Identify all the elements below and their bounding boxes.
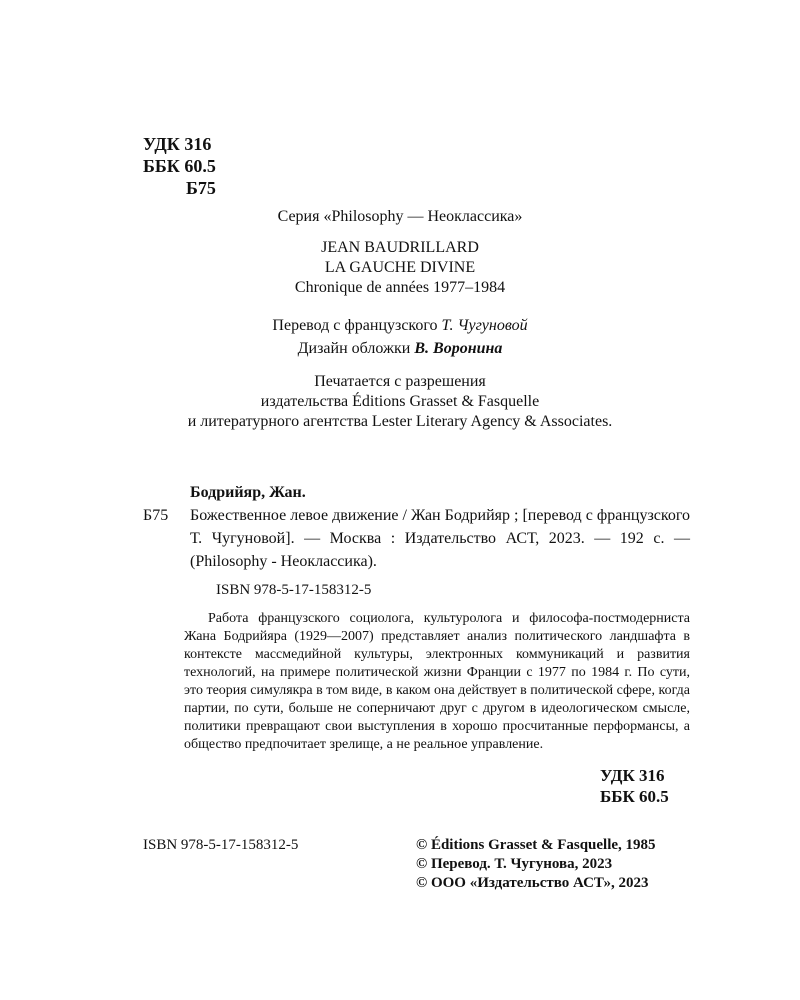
designer-name: В. Воронина — [414, 340, 503, 357]
translator-name: Т. Чугуновой — [441, 317, 528, 334]
design-prefix: Дизайн обложки — [297, 340, 411, 357]
bibliographic-record — [143, 481, 690, 602]
biblio-isbn: ISBN 978-5-17-158312-5 — [216, 582, 372, 598]
udk-code: УДК 316 — [143, 134, 212, 154]
biblio-author: Бодрийяр, Жан. — [190, 484, 306, 501]
rights-line-1: Печатается с разрешения — [314, 373, 486, 390]
rights-notice — [0, 372, 800, 432]
copyright-line-2: © Перевод. Т. Чугунова, 2023 — [416, 856, 613, 872]
series-title: Серия «Philosophy — Неоклассика» — [277, 208, 523, 225]
copyright-line-3: © ООО «Издательство АСТ», 2023 — [416, 875, 649, 891]
original-subtitle: Chronique de années 1977–1984 — [294, 279, 506, 296]
original-author: JEAN BAUDRILLARD — [321, 239, 479, 256]
bbk-code: ББК 60.5 — [143, 156, 216, 176]
design-credit — [0, 337, 800, 360]
biblio-entry-text: Божественное левое движение / Жан Бодрийяр ; [перевод с французского Т. Чугуновой]. — Москва : Издательство АСТ, 2023. — 192 с. — (Philosophy - Неоклассика). — [190, 507, 690, 570]
classification-codes-bottom — [600, 765, 669, 807]
credits — [0, 314, 800, 360]
bbk-code-bottom: ББК 60.5 — [600, 787, 669, 806]
author-mark: Б75 — [186, 178, 216, 198]
biblio-entry — [143, 504, 690, 573]
udk-code-bottom: УДК 316 — [600, 766, 665, 785]
copyright-block — [416, 836, 656, 893]
translation-credit — [0, 314, 800, 337]
rights-line-2: издательства Éditions Grasset & Fasquelle — [260, 393, 540, 410]
isbn-bottom: ISBN 978-5-17-158312-5 — [143, 837, 299, 853]
original-edition — [0, 238, 800, 298]
translation-prefix: Перевод с французского — [272, 317, 438, 334]
biblio-code: Б75 — [143, 507, 169, 524]
original-title: LA GAUCHE DIVINE — [324, 259, 476, 276]
classification-codes — [143, 133, 216, 199]
abstract: Работа французского социолога, культуролога и философа-постмодерниста Жана Бодрийяра (1929—2007) представляет анализ политического ландшафта в контексте массмедийной культуры, электронных коммуникаций и развития технологий, на примере политической жизни Франции с 1977 по 1984 г. По сути, это теория симулякра в том виде, в каком она действует в политической сфере, когда партии, по сути, больше не соперничают друг с другом в идеологическом смысле, политики превращают свои выступления в хорошо просчитанные перформансы, а общество предпочитает зрелище, а не реальное управление. — [184, 611, 690, 752]
rights-line-3: и литературного агентства Lester Literary Agency & Associates. — [187, 413, 613, 430]
copyright-line-1: © Éditions Grasset & Fasquelle, 1985 — [416, 837, 656, 853]
